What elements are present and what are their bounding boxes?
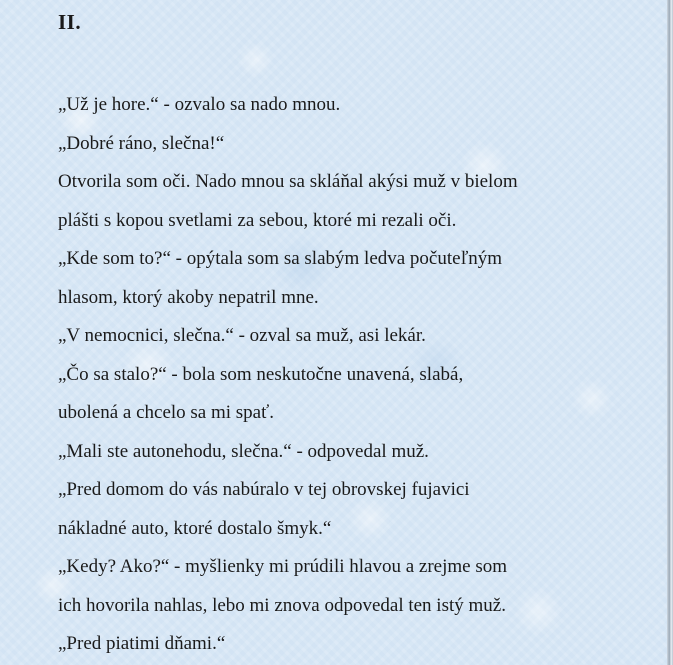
text-line: ubolená a chcelo sa mi spať. [58,402,274,423]
text-line: „Pred piatimi dňami.“ [58,633,226,654]
text-line: „Pred domom do vás nabúralo v tej obrovskej fujavici [58,479,470,500]
text-line: „Kde som to?“ - opýtala som sa slabým ledva počuteľným [58,248,503,269]
text-line: „V nemocnici, slečna.“ - ozval sa muž, asi lekár. [58,325,426,346]
text-line: „Mali ste autonehodu, slečna.“ - odpovedal muž. [58,440,429,462]
text-line: „Už je hore.“ - ozvalo sa nado mnou. [58,94,341,115]
text-line: Otvorila som oči. Nado mnou sa skláňal akýsi muž v bielom [58,171,518,192]
text-line: ich hovorila nahlas, lebo mi znova odpovedal ten istý muž. [58,594,506,616]
document-body [58,10,638,664]
page-right-border [667,0,673,665]
text-line: hlasom, ktorý akoby nepatril mne. [58,286,319,308]
text-line: plášti s kopou svetlami za sebou, ktoré mi rezali oči. [58,209,457,231]
text-line: „Čo sa stalo?“ - bola som neskutočne unavená, slabá, [58,363,464,385]
text-line: nákladné auto, ktoré dostalo šmyk.“ [58,517,332,539]
text-line: „Kedy? Ako?“ - myšlienky mi prúdili hlavou a zrejme som [58,556,508,577]
chapter-heading: II. [58,10,82,34]
text-line: „Dobré ráno, slečna!“ [58,132,225,154]
